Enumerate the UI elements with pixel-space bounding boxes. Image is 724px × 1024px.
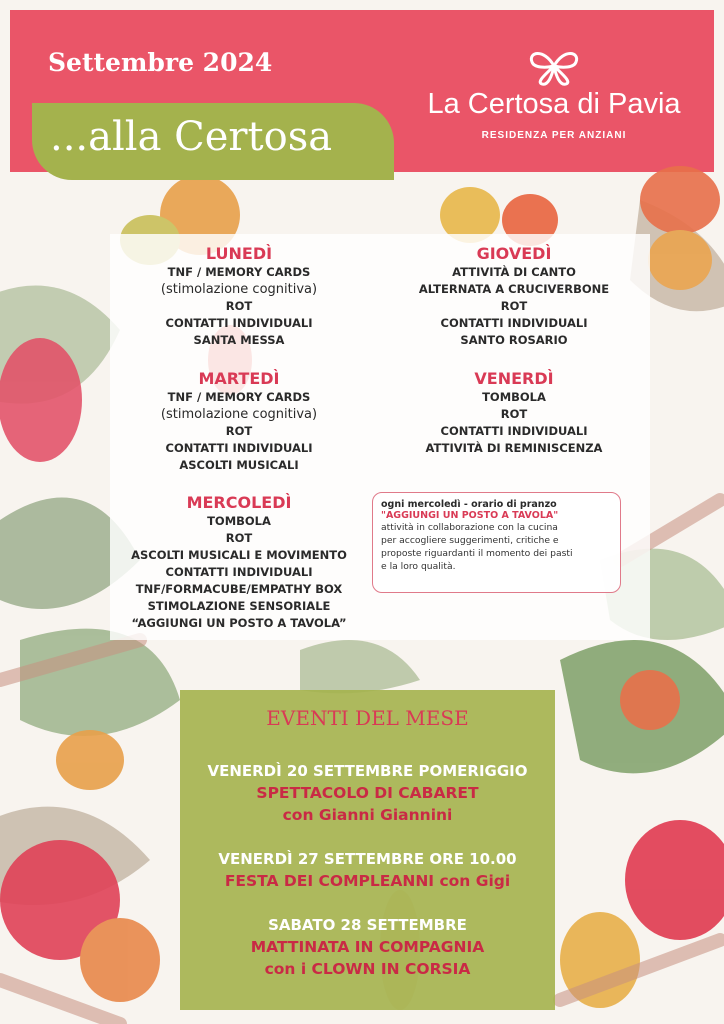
schedule-friday xyxy=(364,369,664,457)
month-title: Settembre 2024 xyxy=(48,48,273,77)
activity: CONTATTI INDIVIDUALI xyxy=(440,424,588,438)
activity: CONTATTI INDIVIDUALI xyxy=(165,441,313,455)
activity: CONTATTI INDIVIDUALI xyxy=(165,316,313,330)
day-heading: GIOVEDÌ xyxy=(476,244,552,263)
activity: STIMOLAZIONE SENSORIALE xyxy=(147,599,331,613)
activity: SANTO ROSARIO xyxy=(460,333,568,347)
day-heading: VENERDÌ xyxy=(474,369,554,388)
activity: ASCOLTI MUSICALI E MOVIMENTO xyxy=(131,548,347,562)
activity: TOMBOLA xyxy=(482,390,546,404)
event-name: con Gianni Giannini xyxy=(282,806,453,824)
activity: ALTERNATA A CRUCIVERBONE xyxy=(418,282,610,296)
lunch-note-box xyxy=(372,492,621,593)
brand-subtitle: RESIDENZA PER ANZIANI xyxy=(481,130,627,141)
tagline: ...alla Certosa xyxy=(50,114,333,160)
event-name: MATTINATA IN COMPAGNIA xyxy=(250,938,485,956)
schedule-thursday xyxy=(364,244,664,349)
note-line: proposte riguardanti il momento dei pasti xyxy=(381,548,573,559)
butterfly-logo-icon xyxy=(526,44,582,88)
activity: ROT xyxy=(225,299,253,313)
event-clowns xyxy=(180,914,555,980)
activity: TNF / MEMORY CARDS xyxy=(167,265,311,279)
activity: ATTIVITÀ DI REMINISCENZA xyxy=(425,441,603,455)
day-heading: LUNEDÌ xyxy=(205,244,273,263)
activity: ROT xyxy=(500,407,528,421)
activity: CONTATTI INDIVIDUALI xyxy=(440,316,588,330)
event-name: con i CLOWN IN CORSIA xyxy=(264,960,471,978)
note-title: "AGGIUNGI UN POSTO A TAVOLA" xyxy=(381,510,559,521)
event-name: FESTA DEI COMPLEANNI con Gigi xyxy=(224,872,511,890)
note-line: e la loro qualità. xyxy=(381,561,456,572)
event-date: VENERDÌ 27 SETTEMBRE ORE 10.00 xyxy=(218,850,517,868)
activity: ASCOLTI MUSICALI xyxy=(179,458,299,472)
activity: (stimolazione cognitiva) xyxy=(160,407,318,422)
events-title: EVENTI DEL MESE xyxy=(266,706,469,730)
note-line: attività in collaborazione con la cucina xyxy=(381,522,558,533)
activity: ROT xyxy=(500,299,528,313)
event-birthdays xyxy=(180,848,555,892)
brand-name: La Certosa di Pavia xyxy=(427,88,681,120)
activity: TNF/FORMACUBE/EMPATHY BOX xyxy=(135,582,343,596)
activity: ATTIVITÀ DI CANTO xyxy=(452,265,576,279)
activity: (stimolazione cognitiva) xyxy=(160,282,318,297)
day-heading: MARTEDÌ xyxy=(198,369,280,388)
activity: ROT xyxy=(225,531,253,545)
event-name: SPETTACOLO DI CABARET xyxy=(256,784,479,802)
activity: “AGGIUNGI UN POSTO A TAVOLA” xyxy=(131,616,347,630)
day-heading: MERCOLEDÌ xyxy=(186,493,292,512)
schedule-monday xyxy=(94,244,384,349)
event-date: SABATO 28 SETTEMBRE xyxy=(268,916,467,934)
schedule-tuesday xyxy=(94,369,384,474)
note-heading: ogni mercoledì - orario di pranzo xyxy=(381,499,557,510)
activity: SANTA MESSA xyxy=(193,333,285,347)
activity: TOMBOLA xyxy=(207,514,271,528)
schedule-wednesday xyxy=(94,493,384,632)
note-line: per accogliere suggerimenti, critiche e xyxy=(381,535,559,546)
event-date: VENERDÌ 20 SETTEMBRE POMERIGGIO xyxy=(207,762,528,780)
activity: CONTATTI INDIVIDUALI xyxy=(165,565,313,579)
activity: ROT xyxy=(225,424,253,438)
activity: TNF / MEMORY CARDS xyxy=(167,390,311,404)
event-cabaret xyxy=(180,760,555,826)
